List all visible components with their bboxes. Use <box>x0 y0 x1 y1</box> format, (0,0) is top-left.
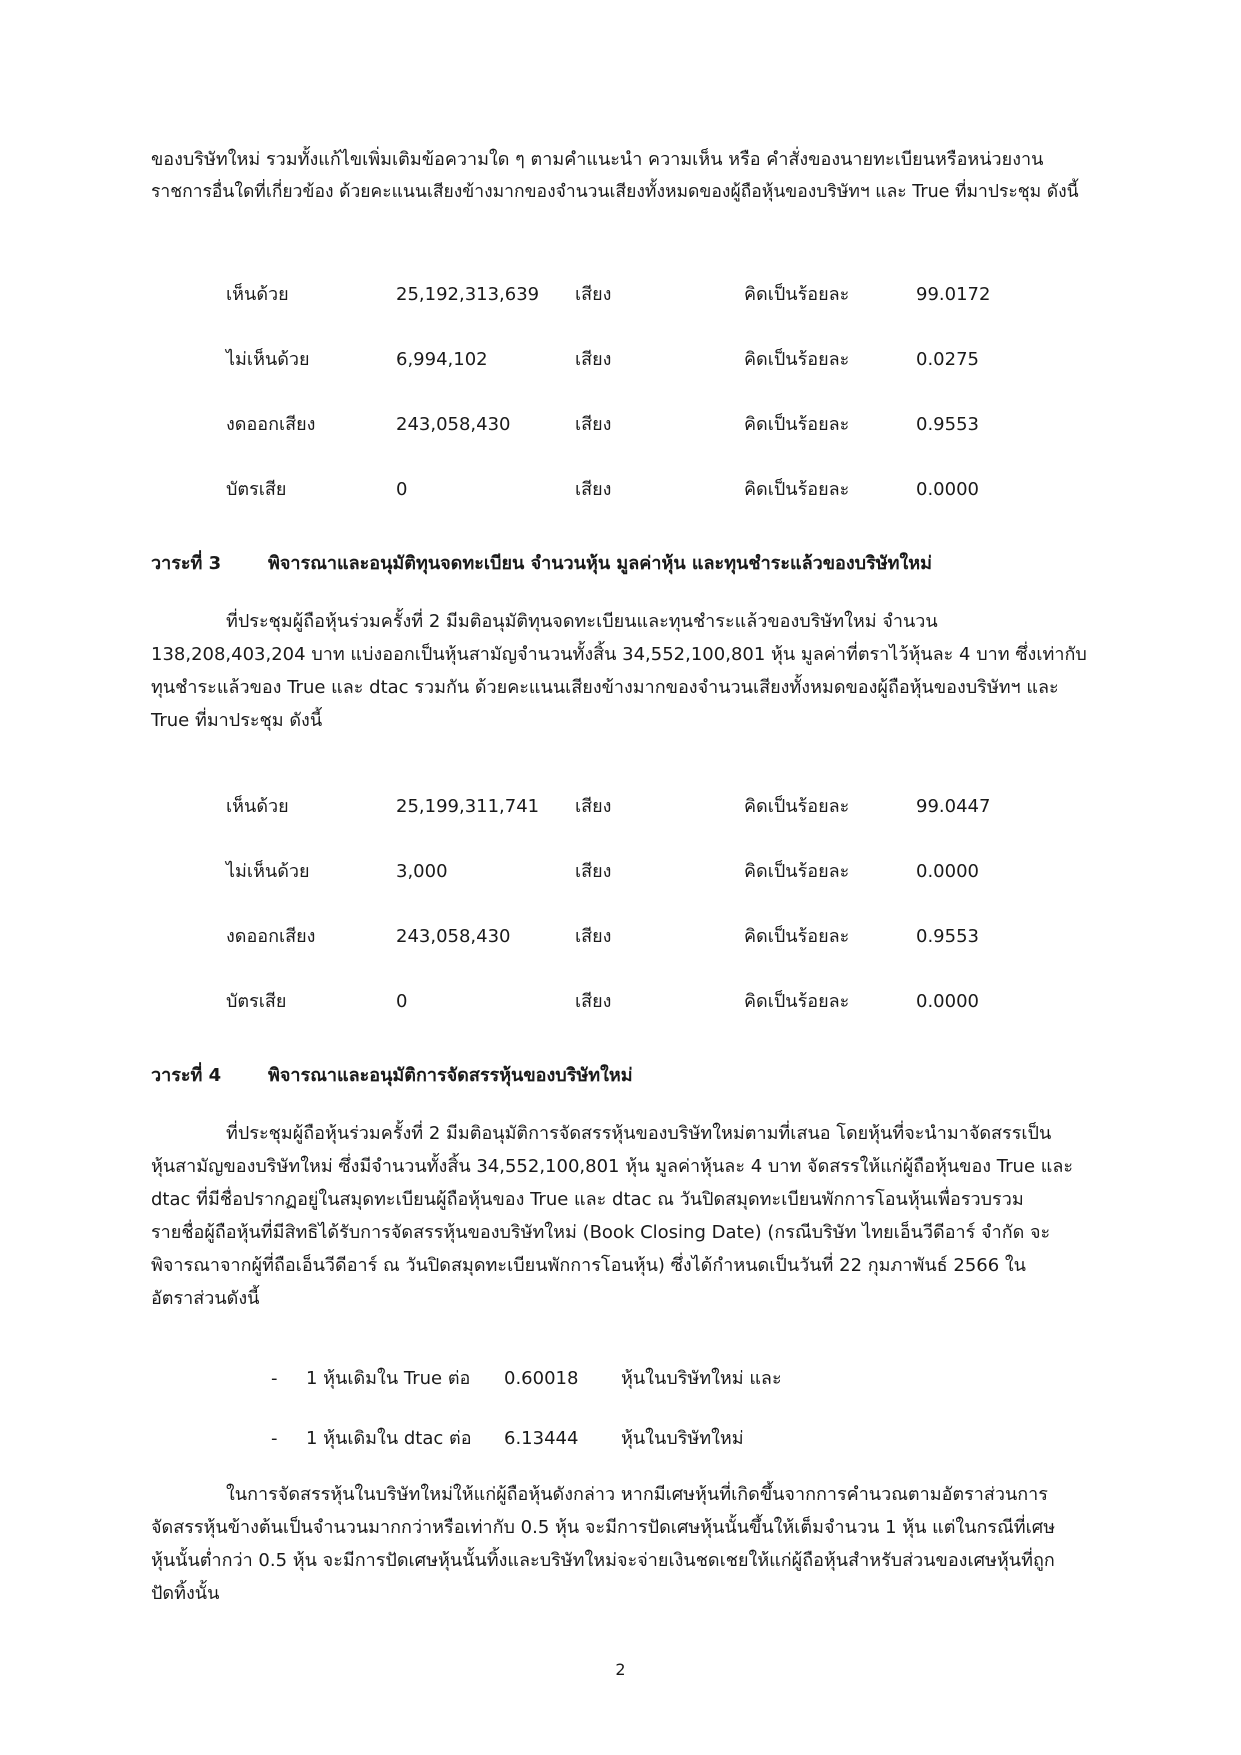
vote-pct: 0.0000 <box>916 861 979 882</box>
text-line: หุ้นสามัญของบริษัทใหม่ ซึ่งมีจำนวนทั้งสิ้น 34,552,100,801 หุ้น มูลค่าหุ้นละ 4 บาท จัดสรรให้แก่ผู้ถือหุ้นของ True และ <box>151 1156 1074 1177</box>
vote-unit: เสียง <box>575 479 612 500</box>
text-line: พิจารณาจากผู้ที่ถือเอ็นวีดีอาร์ ณ วันปิดสมุดทะเบียนพักการโอนหุ้น) ซึ่งได้กำหนดเป็นวันที่ 22 กุมภาพันธ์ 2566 ใน <box>151 1255 1026 1276</box>
vote-unit: เสียง <box>575 349 612 370</box>
ratio-desc: 1 หุ้นเดิมใน True ต่อ <box>306 1368 471 1389</box>
agenda-heading <box>151 1061 1091 1091</box>
vote-row <box>226 987 1046 1017</box>
vote-pct-label: คิดเป็นร้อยละ <box>744 414 850 435</box>
vote-label: ไม่เห็นด้วย <box>226 349 310 370</box>
agenda-number: วาระที่ 3 <box>151 553 222 574</box>
agenda-title: พิจารณาและอนุมัติทุนจดทะเบียน จำนวนหุ้น มูลค่าหุ้น และทุนชำระแล้วของบริษัทใหม่ <box>268 553 933 574</box>
text-line: ปัดทิ้งนั้น <box>151 1583 220 1604</box>
vote-row <box>226 922 1046 952</box>
vote-unit: เสียง <box>575 861 612 882</box>
ratio-value: 0.60018 <box>504 1368 579 1389</box>
vote-label: บัตรเสีย <box>226 479 287 500</box>
text-line: dtac ที่มีชื่อปรากฏอยู่ในสมุดทะเบียนผู้ถือหุ้นของ True และ dtac ณ วันปิดสมุดทะเบียนพักการโอนหุ้นเพื่อรวบรวม <box>151 1189 1024 1210</box>
text-line: ทุนชำระแล้วของ True และ dtac รวมกัน ด้วยคะแนนเสียงข้างมากของจำนวนเสียงทั้งหมดของผู้ถือหุ้นของบริษัทฯ และ <box>151 677 1059 698</box>
text-line: ในการจัดสรรหุ้นในบริษัทใหม่ให้แก่ผู้ถือหุ้นดังกล่าว หากมีเศษหุ้นที่เกิดขึ้นจากการคำนวณตามอัตราส่วนการ <box>226 1484 1048 1505</box>
page-number: 2 <box>615 1660 626 1679</box>
vote-count: 25,199,311,741 <box>396 796 540 817</box>
ratio-row <box>271 1364 871 1394</box>
vote-unit: เสียง <box>575 991 612 1012</box>
vote-pct-label: คิดเป็นร้อยละ <box>744 349 850 370</box>
ratio-desc: 1 หุ้นเดิมใน dtac ต่อ <box>306 1428 472 1449</box>
vote-unit: เสียง <box>575 926 612 947</box>
vote-label: งดออกเสียง <box>226 414 316 435</box>
text-line: ของบริษัทใหม่ รวมทั้งแก้ไขเพิ่มเติมข้อความใด ๆ ตามคำแนะนำ ความเห็น หรือ คำสั่งของนายทะเบียนหรือหน่วยงาน <box>151 149 1044 170</box>
ratio-dash: - <box>271 1428 278 1449</box>
vote-pct-label: คิดเป็นร้อยละ <box>744 926 850 947</box>
text-line: อัตราส่วนดังนี้ <box>151 1288 260 1309</box>
vote-row <box>226 410 1046 440</box>
vote-row <box>226 857 1046 887</box>
ratio-row <box>271 1424 871 1454</box>
vote-unit: เสียง <box>575 284 612 305</box>
text-line: ที่ประชุมผู้ถือหุ้นร่วมครั้งที่ 2 มีมติอนุมัติทุนจดทะเบียนและทุนชำระแล้วของบริษัทใหม่ จำนวน <box>226 611 938 632</box>
vote-pct: 0.0000 <box>916 479 979 500</box>
ratio-suffix: หุ้นในบริษัทใหม่ และ <box>621 1368 782 1389</box>
text-line: จัดสรรหุ้นข้างต้นเป็นจำนวนมากกว่าหรือเท่ากับ 0.5 หุ้น จะมีการปัดเศษหุ้นนั้นขึ้นให้เต็มจำนวน 1 หุ้น แต่ในกรณีที่เศษ <box>151 1517 1056 1538</box>
vote-pct: 0.0275 <box>916 349 979 370</box>
ratio-suffix: หุ้นในบริษัทใหม่ <box>621 1428 744 1449</box>
ratio-value: 6.13444 <box>504 1428 579 1449</box>
text-line: True ที่มาประชุม ดังนี้ <box>151 710 323 731</box>
vote-row <box>226 475 1046 505</box>
vote-count: 25,192,313,639 <box>396 284 540 305</box>
agenda-paragraph <box>151 605 1091 737</box>
intro-paragraph <box>151 143 1091 209</box>
vote-pct-label: คิดเป็นร้อยละ <box>744 861 850 882</box>
agenda-title: พิจารณาและอนุมัติการจัดสรรหุ้นของบริษัทใหม่ <box>268 1065 633 1086</box>
vote-pct: 0.0000 <box>916 991 979 1012</box>
text-line: รายชื่อผู้ถือหุ้นที่มีสิทธิได้รับการจัดสรรหุ้นของบริษัทใหม่ (Book Closing Date) (กรณีบริษัท ไทยเอ็นวีดีอาร์ จำกัด จะ <box>151 1222 1051 1243</box>
agenda-heading <box>151 549 1091 579</box>
agenda-number: วาระที่ 4 <box>151 1065 222 1086</box>
vote-unit: เสียง <box>575 796 612 817</box>
vote-count: 0 <box>396 991 408 1012</box>
vote-label: ไม่เห็นด้วย <box>226 861 310 882</box>
vote-pct: 0.9553 <box>916 414 979 435</box>
vote-count: 243,058,430 <box>396 414 511 435</box>
text-line: ที่ประชุมผู้ถือหุ้นร่วมครั้งที่ 2 มีมติอนุมัติการจัดสรรหุ้นของบริษัทใหม่ตามที่เสนอ โดยหุ้นที่จะนำมาจัดสรรเป็น <box>226 1123 1052 1144</box>
vote-label: เห็นด้วย <box>226 284 289 305</box>
vote-row <box>226 792 1046 822</box>
ratio-dash: - <box>271 1368 278 1389</box>
text-line: หุ้นนั้นต่ำกว่า 0.5 หุ้น จะมีการปัดเศษหุ้นนั้นทิ้งและบริษัทใหม่จะจ่ายเงินชดเชยให้แก่ผู้ถือหุ้นสำหรับส่วนของเศษหุ้นที่ถูก <box>151 1550 1055 1571</box>
vote-label: งดออกเสียง <box>226 926 316 947</box>
vote-count: 0 <box>396 479 408 500</box>
closing-paragraph <box>151 1478 1091 1610</box>
vote-unit: เสียง <box>575 414 612 435</box>
vote-pct: 99.0172 <box>916 284 991 305</box>
text-line: 138,208,403,204 บาท แบ่งออกเป็นหุ้นสามัญจำนวนทั้งสิ้น 34,552,100,801 หุ้น มูลค่าที่ตราไว้หุ้นละ 4 บาท ซึ่งเท่ากับ <box>151 644 1087 665</box>
vote-pct: 99.0447 <box>916 796 991 817</box>
vote-count: 6,994,102 <box>396 349 488 370</box>
vote-pct-label: คิดเป็นร้อยละ <box>744 284 850 305</box>
vote-count: 243,058,430 <box>396 926 511 947</box>
vote-label: เห็นด้วย <box>226 796 289 817</box>
vote-pct-label: คิดเป็นร้อยละ <box>744 991 850 1012</box>
vote-count: 3,000 <box>396 861 448 882</box>
vote-row <box>226 280 1046 310</box>
vote-label: บัตรเสีย <box>226 991 287 1012</box>
vote-pct-label: คิดเป็นร้อยละ <box>744 479 850 500</box>
vote-pct: 0.9553 <box>916 926 979 947</box>
vote-pct-label: คิดเป็นร้อยละ <box>744 796 850 817</box>
vote-row <box>226 345 1046 375</box>
text-line: ราชการอื่นใดที่เกี่ยวข้อง ด้วยคะแนนเสียงข้างมากของจำนวนเสียงทั้งหมดของผู้ถือหุ้นของบริษัทฯ และ True ที่มาประชุม ดังนี้ <box>151 182 1079 202</box>
agenda-paragraph <box>151 1117 1091 1315</box>
